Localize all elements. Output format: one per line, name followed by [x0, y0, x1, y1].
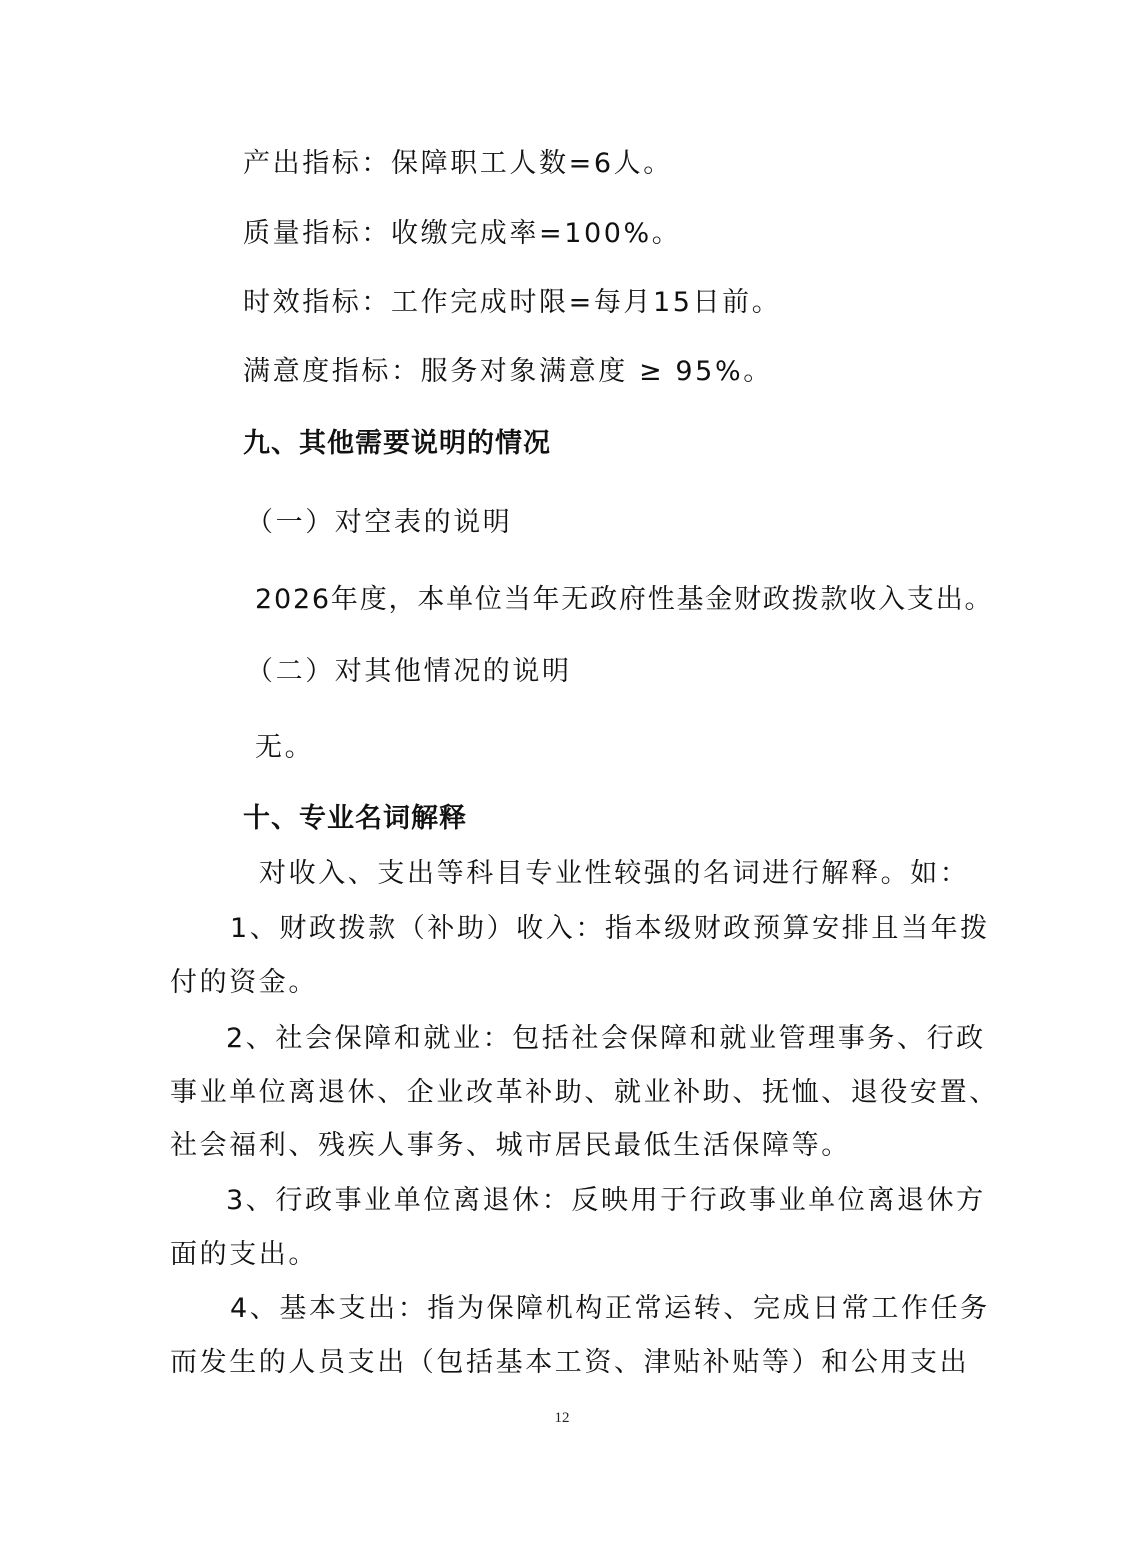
subsection-empty-table-title: （一）对空表的说明	[246, 507, 513, 538]
glossary-term-2-line-2: 事业单位离退休、企业改革补助、就业补助、抚恤、退役安置、	[170, 1077, 999, 1108]
glossary-term-4-line-1: 4、基本支出：指为保障机构正常运转、完成日常工作任务	[230, 1293, 990, 1324]
subsection-empty-table-text: 2026年度，本单位当年无政府性基金财政拨款收入支出。	[255, 584, 994, 615]
output-indicator: 产出指标：保障职工人数=6人。	[243, 148, 673, 179]
glossary-term-1-line-2: 付的资金。	[170, 967, 318, 998]
glossary-term-4-line-2: 而发生的人员支出（包括基本工资、津贴补贴等）和公用支出	[170, 1347, 970, 1378]
glossary-term-3-line-1: 3、行政事业单位离退休：反映用于行政事业单位离退休方	[226, 1185, 986, 1216]
timeliness-indicator: 时效指标：工作完成时限=每月15日前。	[243, 287, 782, 318]
glossary-term-3-line-2: 面的支出。	[170, 1239, 318, 1270]
quality-indicator: 质量指标：收缴完成率=100%。	[243, 218, 682, 249]
glossary-intro: 对收入、支出等科目专业性较强的名词进行解释。如：	[259, 858, 970, 889]
subsection-other-text: 无。	[255, 732, 315, 763]
glossary-term-2-line-3: 社会福利、残疾人事务、城市居民最低生活保障等。	[170, 1130, 851, 1161]
subsection-other-title: （二）对其他情况的说明	[246, 656, 572, 687]
glossary-term-1-line-1: 1、财政拨款（补助）收入：指本级财政预算安排且当年拨	[230, 913, 990, 944]
satisfaction-indicator: 满意度指标：服务对象满意度 ≥ 95%。	[243, 356, 773, 387]
glossary-term-2-line-1: 2、社会保障和就业：包括社会保障和就业管理事务、行政	[226, 1023, 986, 1054]
section-10-heading: 十、专业名词解释	[243, 803, 467, 834]
page-number: 12	[554, 1410, 570, 1426]
section-9-heading: 九、其他需要说明的情况	[243, 428, 551, 459]
